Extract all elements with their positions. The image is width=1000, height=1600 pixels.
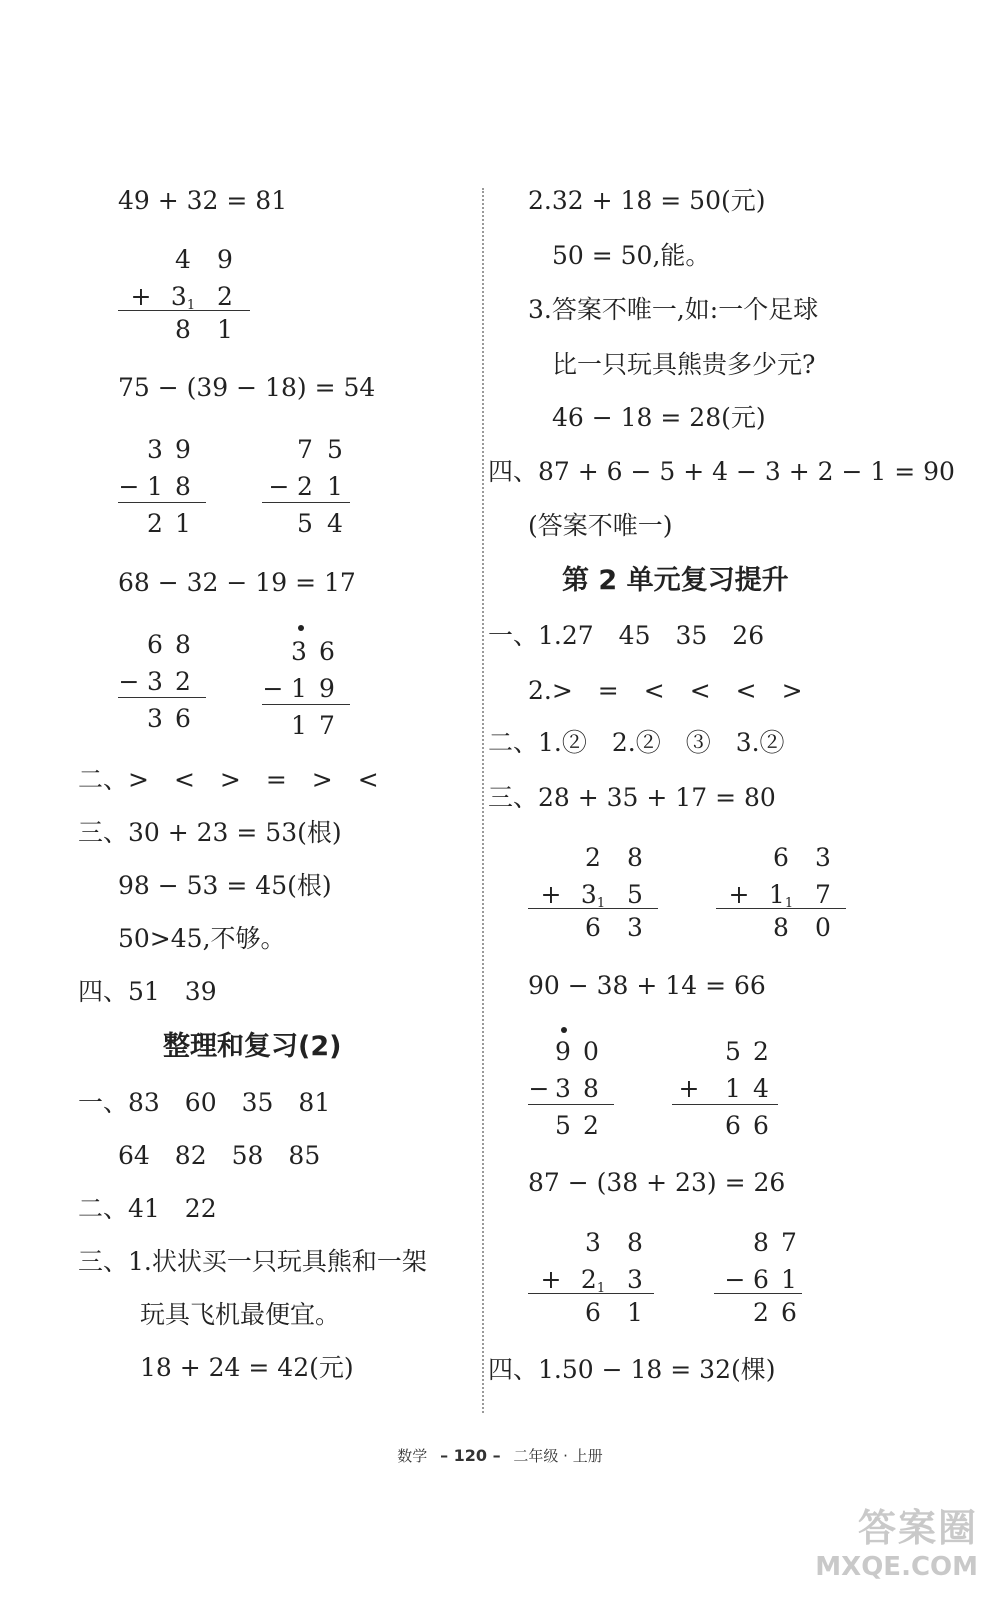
vertical-calc: 6 3 + $1_1$ 7 8 0 (716, 843, 856, 950)
vertical-calc: 6 8 − 3 2 3 6 (118, 630, 218, 741)
answer-line: 三、1.状状买一只玩具熊和一架 (78, 1247, 427, 1276)
answer-line: 90 − 38 + 14 = 66 (528, 971, 766, 1000)
answer-line: 比一只玩具熊贵多少元? (552, 350, 816, 379)
answer-line: 四、51 39 (78, 977, 217, 1006)
equation: 68 − 32 − 19 = 17 (118, 568, 356, 597)
page-footer (0, 1445, 1000, 1466)
answer-line: 3.答案不唯一,如:一个足球 (528, 295, 819, 324)
operator: + (130, 282, 152, 311)
answer-line: 87 − (38 + 23) = 26 (528, 1168, 786, 1197)
vertical-calc: 3 6 − 1 9 1 7 (262, 637, 362, 748)
footer-subject: 数学 (397, 1447, 428, 1465)
answer-line: 三、28 + 35 + 17 = 80 (488, 783, 776, 812)
answer-line: 玩具飞机最便宜。 (140, 1300, 341, 1329)
section-title: 第 2 单元复习提升 (562, 565, 789, 596)
column-divider (482, 188, 484, 1413)
vertical-calc (118, 245, 258, 352)
watermark-text: 答案圈 (857, 1506, 978, 1550)
digit: 4 (175, 245, 191, 274)
digit: 1 (217, 315, 233, 344)
borrow-dot (298, 625, 304, 631)
vertical-calc: 9 0 − 3 8 5 2 (528, 1037, 628, 1148)
watermark-logo (815, 1497, 978, 1582)
answer-line: 一、1.27 45 35 26 (488, 621, 765, 650)
answer-line: 50>45,不够。 (118, 924, 286, 953)
digit: 2 (217, 282, 233, 311)
vertical-calc: 3 9 − 1 8 2 1 (118, 435, 218, 546)
page-number: – 120 – (440, 1446, 501, 1465)
answer-line: 2.32 + 18 = 50(元) (528, 186, 766, 215)
borrow-dot (561, 1027, 567, 1033)
vertical-calc: 3 8 + $2_1$ 3 6 1 (528, 1228, 668, 1335)
watermark-url: MXQE.COM (815, 1552, 978, 1582)
rule-line (118, 310, 250, 311)
answer-line: 46 − 18 = 28(元) (552, 403, 766, 432)
equation: 49 + 32 = 81 (118, 186, 288, 215)
digit: 9 (217, 245, 233, 274)
answer-line: 18 + 24 = 42(元) (140, 1353, 354, 1382)
answer-line: 二、41 22 (78, 1194, 217, 1223)
answer-line: 二、1.② 2.② ③ 3.② (488, 728, 785, 757)
equation: 75 − (39 − 18) = 54 (118, 373, 376, 402)
answer-line: 2.> = < < < > (528, 676, 803, 705)
answer-line: 三、30 + 23 = 53(根) (78, 818, 342, 847)
footer-grade: 二年级 · 上册 (513, 1447, 603, 1465)
digit: $3_1$ (170, 282, 196, 313)
answer-line: 50 = 50,能。 (552, 241, 711, 270)
answer-line: 一、83 60 35 81 (78, 1088, 331, 1117)
answer-line: 四、1.50 − 18 = 32(棵) (488, 1355, 776, 1384)
vertical-calc: 5 2 + 1 4 6 6 (672, 1037, 782, 1148)
answer-line: 64 82 58 85 (118, 1141, 321, 1170)
answer-line: 四、87 + 6 − 5 + 4 − 3 + 2 − 1 = 90 (488, 457, 955, 486)
vertical-calc: 8 7 − 6 1 2 6 (714, 1228, 814, 1335)
answer-line: 二、> < > = > < (78, 765, 379, 794)
vertical-calc: 2 8 + $3_1$ 5 6 3 (528, 843, 668, 950)
section-title: 整理和复习(2) (163, 1031, 342, 1062)
digit: 8 (175, 315, 191, 344)
answer-line: 98 − 53 = 45(根) (118, 871, 332, 900)
vertical-calc: 7 5 − 2 1 5 4 (262, 435, 362, 546)
answer-line: (答案不唯一) (528, 511, 673, 540)
